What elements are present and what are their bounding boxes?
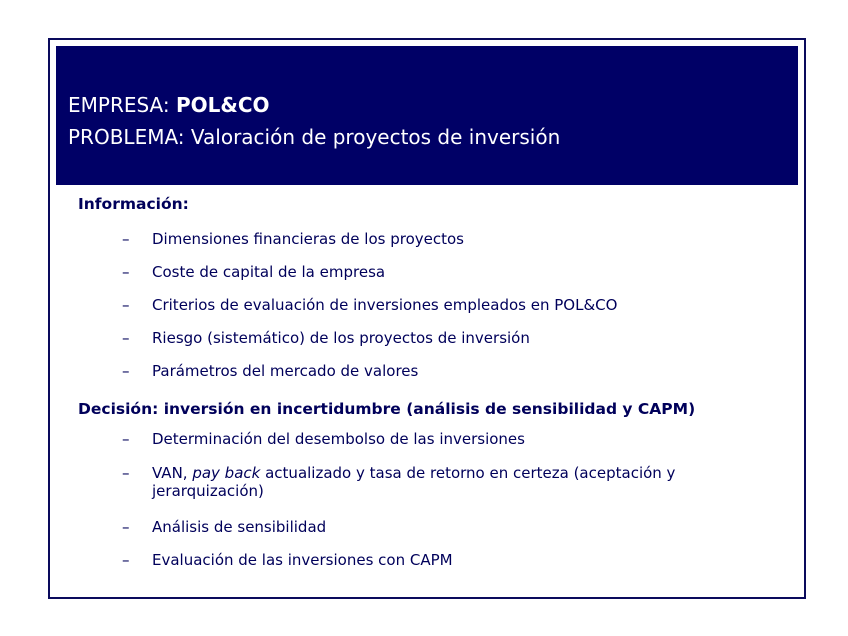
bullet-dash: – — [122, 518, 130, 536]
slide-frame — [48, 38, 806, 599]
list-item-text: Riesgo (sistemático) de los proyectos de inversión — [152, 329, 530, 347]
problem-label: PROBLEMA: — [68, 125, 191, 149]
list-item — [122, 329, 782, 347]
company-name: POL&CO — [175, 93, 270, 117]
list-item-text: Coste de capital de la empresa — [152, 263, 386, 281]
list-item-text: Dimensiones financieras de los proyectos — [152, 230, 464, 248]
van-text: VAN, — [152, 464, 193, 482]
bullet-dash: – — [122, 430, 130, 448]
payback-italic-text: pay back — [192, 464, 261, 482]
list-item — [122, 464, 782, 500]
section-heading-informacion: Información: — [78, 195, 189, 213]
list-item — [122, 430, 782, 448]
slide-content — [50, 40, 804, 597]
bullet-dash: – — [122, 230, 130, 248]
list-item — [122, 551, 782, 569]
list-item — [122, 230, 782, 248]
bullet-dash: – — [122, 551, 130, 569]
bullet-dash: – — [122, 464, 130, 482]
list-item-text: Evaluación de las inversiones con CAPM — [152, 551, 453, 569]
list-item-text: Análisis de sensibilidad — [152, 518, 327, 536]
list-item-text: Parámetros del mercado de valores — [152, 362, 419, 380]
list-item — [122, 518, 782, 536]
list-item-text — [152, 464, 782, 500]
bullet-dash: – — [122, 362, 130, 380]
list-item — [122, 296, 782, 314]
bullet-dash: – — [122, 263, 130, 281]
list-item — [122, 362, 782, 380]
list-item-text: Criterios de evaluación de inversiones empleados en POL&CO — [152, 296, 618, 314]
section-heading-decision: Decisión: inversión en incertidumbre (análisis de sensibilidad y CAPM) — [78, 400, 696, 418]
list-item-text: Determinación del desembolso de las inversiones — [152, 430, 525, 448]
van-text-rest: actualizado y tasa de retorno en certeza (aceptación y jerarquización) — [152, 464, 676, 500]
bullet-dash: – — [122, 296, 130, 314]
company-label: EMPRESA: — [68, 93, 176, 117]
problem-title: Valoración de proyectos de inversión — [190, 125, 561, 149]
bullet-dash: – — [122, 329, 130, 347]
list-item — [122, 263, 782, 281]
